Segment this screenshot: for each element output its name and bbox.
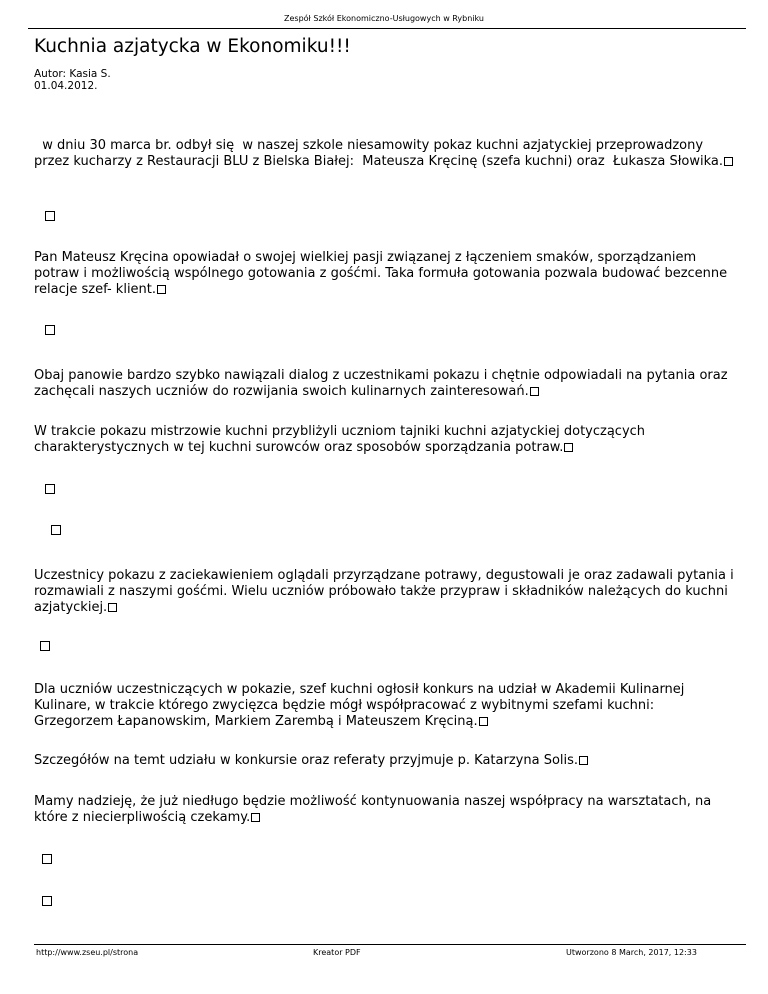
missing-glyph-icon xyxy=(157,285,166,294)
missing-image-icon xyxy=(42,896,52,906)
article-meta xyxy=(34,68,111,92)
paragraph-8 xyxy=(34,794,734,826)
missing-glyph-icon xyxy=(564,443,573,452)
missing-glyph-icon xyxy=(724,157,733,166)
paragraph-text: Dla uczniów uczestniczących w pokazie, szef kuchni ogłosił konkurs na udział w Akademii Kulinarnej Kulinare, w trakcie którego zwycięzca będzie mógł współpracować z wybitnymi szefami kuchni: Grzegorzem Łapanowskim, Markiem Zarembą i Mateuszem Kręciną. xyxy=(34,682,685,729)
missing-image-icon xyxy=(45,211,55,221)
missing-image-icon xyxy=(42,854,52,864)
footer-generator: Kreator PDF xyxy=(313,948,361,957)
missing-glyph-icon xyxy=(579,756,588,765)
paragraph-text: Obaj panowie bardzo szybko nawiązali dialog z uczestnikami pokazu i chętnie odpowiadali na pytania oraz zachęcali naszych uczniów do rozwijania swoich kulinarnych zainteresowań. xyxy=(34,368,728,399)
paragraph-7 xyxy=(34,753,734,769)
missing-glyph-icon xyxy=(251,813,260,822)
paragraph-3 xyxy=(34,368,734,400)
missing-image-icon xyxy=(51,525,61,535)
missing-image-icon xyxy=(40,641,50,651)
paragraph-text: Pan Mateusz Kręcina opowiadał o swojej wielkiej pasji związanej z łączeniem smaków, sporządzaniem potraw i możliwością wspólnego gotowania z gośćmi. Taka formuła gotowania pozwala budować bezcenne relacje szef- klient. xyxy=(34,250,728,297)
footer-created: Utworzono 8 March, 2017, 12:33 xyxy=(566,948,697,957)
author-label: Autor: Kasia S. xyxy=(34,68,111,80)
missing-glyph-icon xyxy=(108,603,117,612)
article-title: Kuchnia azjatycka w Ekonomiku!!! xyxy=(34,36,351,57)
footer-url: http://www.zseu.pl/strona xyxy=(36,948,139,957)
paragraph-text: Mamy nadzieję, że już niedługo będzie możliwość kontynuowania naszej współpracy na warsztatach, na które z niecierpliwością czekamy. xyxy=(34,794,712,825)
paragraph-text: W trakcie pokazu mistrzowie kuchni przybliżyli uczniom tajniki kuchni azjatyckiej dotyczących charakterystycznych w tej kuchni surowców oraz sposobów sporządzania potraw. xyxy=(34,424,646,455)
missing-image-icon xyxy=(45,325,55,335)
header-divider xyxy=(28,28,746,29)
missing-glyph-icon xyxy=(530,387,539,396)
article-date: 01.04.2012. xyxy=(34,80,98,92)
paragraph-text: w dniu 30 marca br. odbył się w naszej szkole niesamowity pokaz kuchni azjatyckiej przeprowadzony przez kucharzy z Restauracji BLU z Bielska Białej: Mateusza Kręcinę (szefa kuchni) oraz Łukasza Słowika. xyxy=(34,138,724,169)
paragraph-2 xyxy=(34,250,734,298)
paragraph-6 xyxy=(34,682,734,730)
page-header: Zespół Szkół Ekonomiczno-Usługowych w Rybniku xyxy=(284,14,484,23)
missing-image-icon xyxy=(45,484,55,494)
paragraph-5 xyxy=(34,568,734,616)
paragraph-4 xyxy=(34,424,734,456)
footer-divider xyxy=(34,944,746,945)
paragraph-text: Uczestnicy pokazu z zaciekawieniem oglądali przyrządzane potrawy, degustowali je oraz zadawali pytania i rozmawiali z naszymi gośćmi. Wielu uczniów próbowało także przypraw i składników należących do kuchni azjatyckiej. xyxy=(34,568,734,615)
missing-glyph-icon xyxy=(479,717,488,726)
paragraph-text: Szczegółów na temt udziału w konkursie oraz referaty przyjmuje p. Katarzyna Solis. xyxy=(34,753,579,768)
paragraph-1 xyxy=(34,138,734,170)
